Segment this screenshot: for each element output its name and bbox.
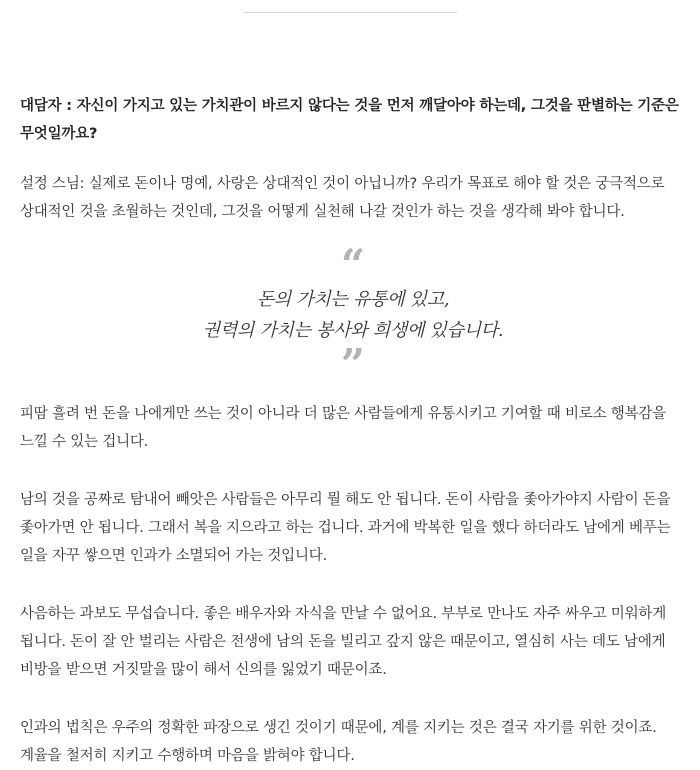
- close-quote-icon: ”: [340, 340, 366, 389]
- monk-answer: 설정 스님: 실제로 돈이나 명예, 사랑은 상대적인 것이 아닙니까? 우리가 목표로 해야 할 것은 궁극적으로 상대적인 것을 초월하는 것인데, 그것을 어떻게 실천해 나갈 것인가 하는 것을 생각해 봐야 합니다.: [20, 176, 665, 220]
- top-divider: [243, 12, 457, 13]
- open-quote-icon: “: [340, 240, 366, 289]
- paragraph-karma: 남의 것을 공짜로 탐내어 빼앗은 사람들은 아무리 뭘 해도 안 됩니다. 돈이 사람을 좇아가야지 사람이 돈을 좇아가면 안 됩니다. 그래서 복을 지으라고 하는 겁니다. 과거에 박복한 일을 했다 하더라도 남에게 베푸는 일을 자꾸 쌓으면 인과가 소멸되어 가는 것입니다.: [20, 492, 671, 564]
- paragraph-precepts: 인과의 법칙은 우주의 정확한 파장으로 생긴 것이기 때문에, 계를 지키는 것은 결국 자기를 위한 것이죠. 계율을 철저히 지키고 수행하며 마음을 밝혀야 합니다.: [20, 720, 657, 764]
- quote-line-1: 돈의 가치는 유통에 있고,: [256, 289, 450, 310]
- paragraph-sharing: 피땀 흘려 번 돈을 나에게만 쓰는 것이 아니라 더 많은 사람들에게 유통시키고 기여할 때 비로소 행복감을 느낄 수 있는 겁니다.: [20, 406, 667, 450]
- quote-line-2: 권력의 가치는 봉사와 희생에 있습니다.: [202, 320, 504, 341]
- article-body: [20, 92, 686, 770]
- pull-quote: [20, 240, 686, 389]
- paragraph-retribution: 사음하는 과보도 무섭습니다. 좋은 배우자와 자식을 만날 수 없어요. 부부로 만나도 자주 싸우고 미워하게 됩니다. 돈이 잘 안 벌리는 사람은 전생에 남의 돈을 빌리고 갚지 않은 때문이고, 열심히 사는 데도 남에게 비방을 받으면 거짓말을 많이 해서 신의를 잃었기 때문이죠.: [20, 606, 667, 678]
- interviewer-question: 대담자 : 자신이 가지고 있는 가치관이 바르지 않다는 것을 먼저 깨달아야 하는데, 그것을 판별하는 기준은 무엇일까요?: [20, 98, 679, 142]
